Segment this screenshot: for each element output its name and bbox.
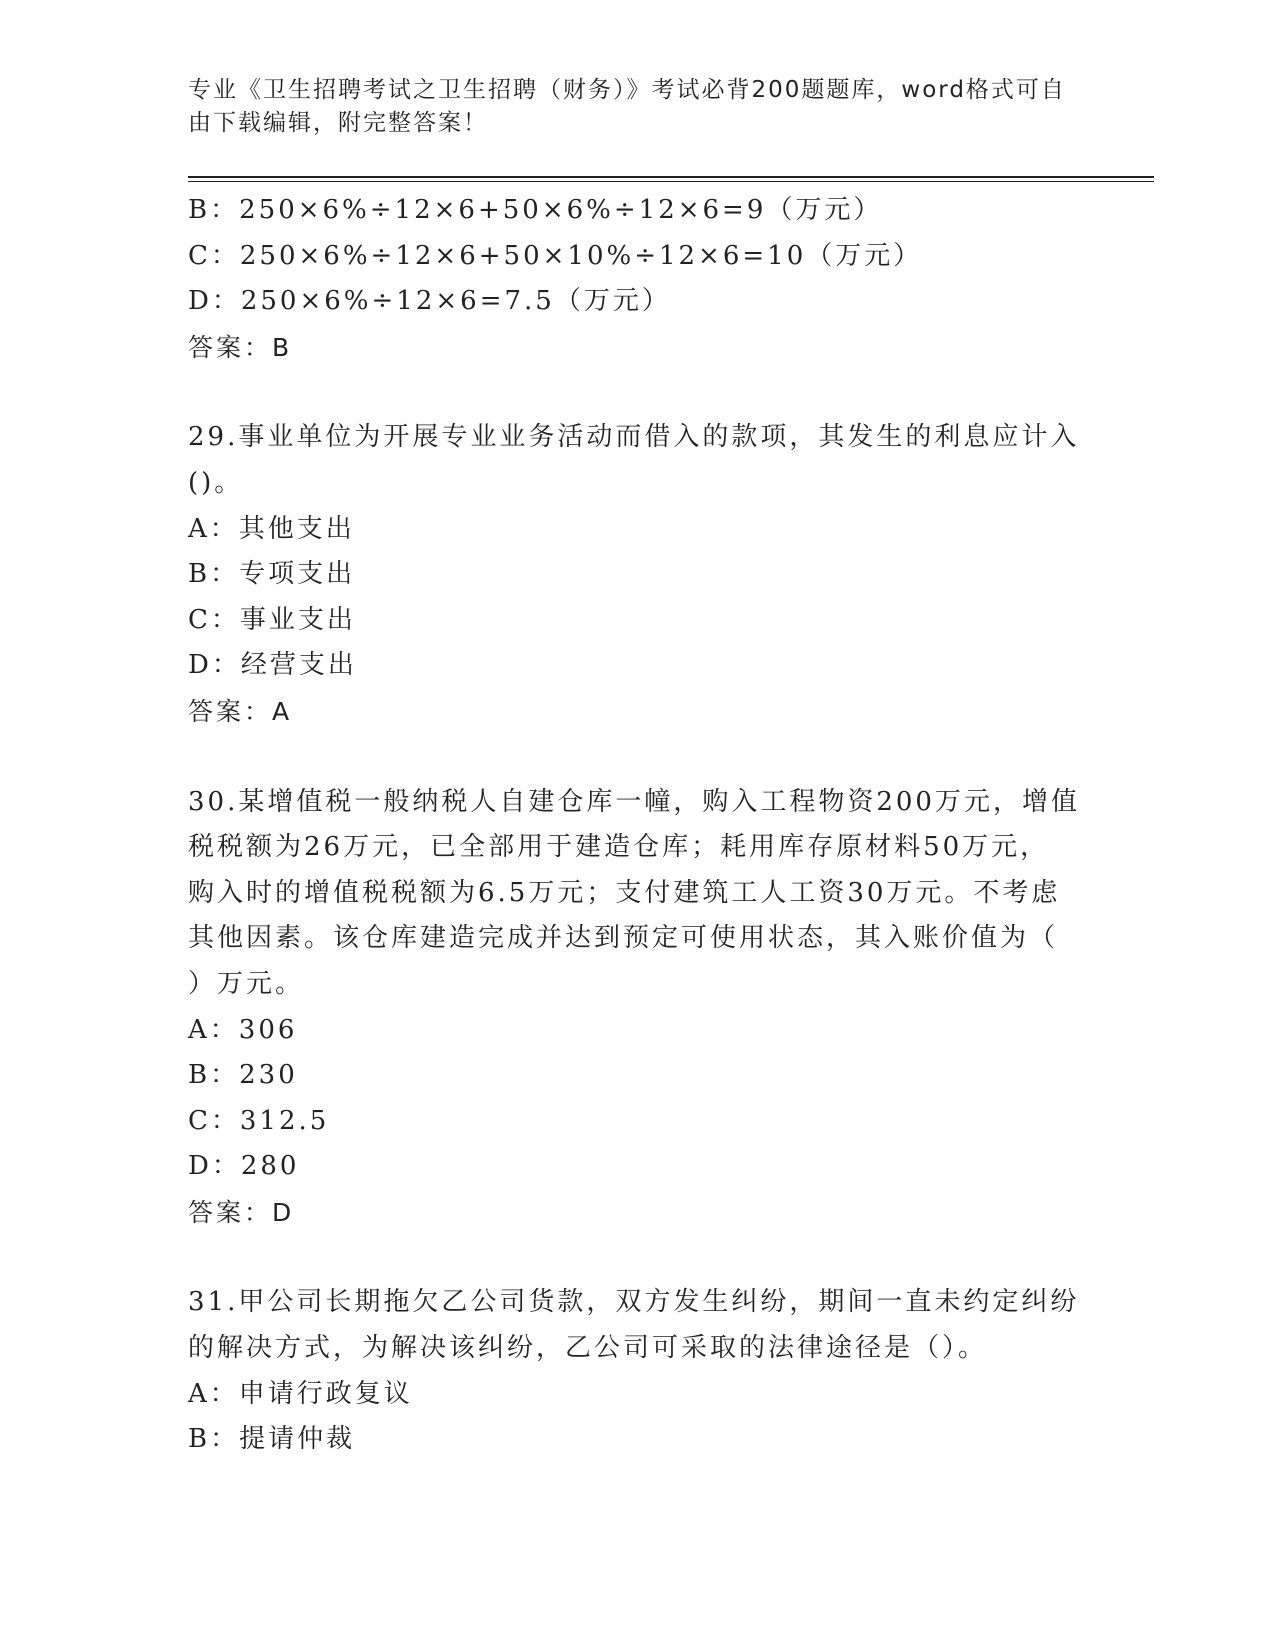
question-30 — [188, 780, 1078, 1236]
answer-line: 答案：B — [188, 332, 293, 362]
option-b: B：专项支出 — [188, 559, 356, 590]
answer-line: 答案：A — [188, 696, 293, 726]
option-c: C：312.5 — [188, 1105, 330, 1136]
option-d: D：250×6%÷12×6=7.5（万元） — [188, 286, 671, 317]
header-rule-thin — [188, 181, 1154, 182]
document-body — [188, 188, 1078, 1463]
question-stem-line: 其他因素。该仓库建造完成并达到预定可使用状态，其入账价值为（ — [188, 923, 1059, 954]
spacer — [188, 370, 1078, 415]
option-c: C：250×6%÷12×6+50×10%÷12×6=10（万元） — [188, 240, 923, 271]
option-a: A：申请行政复议 — [188, 1378, 413, 1409]
answer-line: 答案：D — [188, 1197, 295, 1227]
option-a: A：其他支出 — [188, 513, 355, 544]
header-rule-thick — [188, 176, 1154, 178]
option-d: D：经营支出 — [188, 650, 357, 681]
question-29 — [188, 415, 1078, 734]
spacer — [188, 1235, 1078, 1280]
document-header: 专业《卫生招聘考试之卫生招聘（财务）》考试必背200题题库，word格式可自由下载编辑，附完整答案！ — [188, 77, 1066, 136]
question-31 — [188, 1280, 1078, 1462]
question-stem-line: 的解决方式，为解决该纠纷，乙公司可采取的法律途径是（）。 — [188, 1333, 988, 1364]
question-stem-line: ）万元。 — [188, 968, 305, 999]
option-b: B：250×6%÷12×6+50×6%÷12×6=9（万元） — [188, 195, 883, 225]
option-d: D：280 — [188, 1151, 300, 1182]
option-b: B：230 — [188, 1060, 298, 1091]
option-a: A：306 — [188, 1014, 298, 1045]
spacer — [188, 735, 1078, 780]
question-stem-line: 税税额为26万元，已全部用于建造仓库；耗用库存原材料50万元， — [188, 832, 1050, 863]
option-b: B：提请仲裁 — [188, 1424, 356, 1455]
previous-question — [188, 188, 1078, 370]
option-c: C：事业支出 — [188, 604, 356, 635]
question-stem-line: 30.某增值税一般纳税人自建仓库一幢，购入工程物资200万元，增值 — [188, 786, 1080, 817]
question-stem-line: ()。 — [188, 467, 244, 498]
question-stem-line: 购入时的增值税税额为6.5万元；支付建筑工人工资30万元。不考虑 — [188, 877, 1061, 908]
question-stem-line: 29.事业单位为开展专业业务活动而借入的款项，其发生的利息应计入 — [188, 422, 1080, 453]
question-stem-line: 31.甲公司长期拖欠乙公司货款，双方发生纠纷，期间一直未约定纠纷 — [188, 1287, 1080, 1318]
